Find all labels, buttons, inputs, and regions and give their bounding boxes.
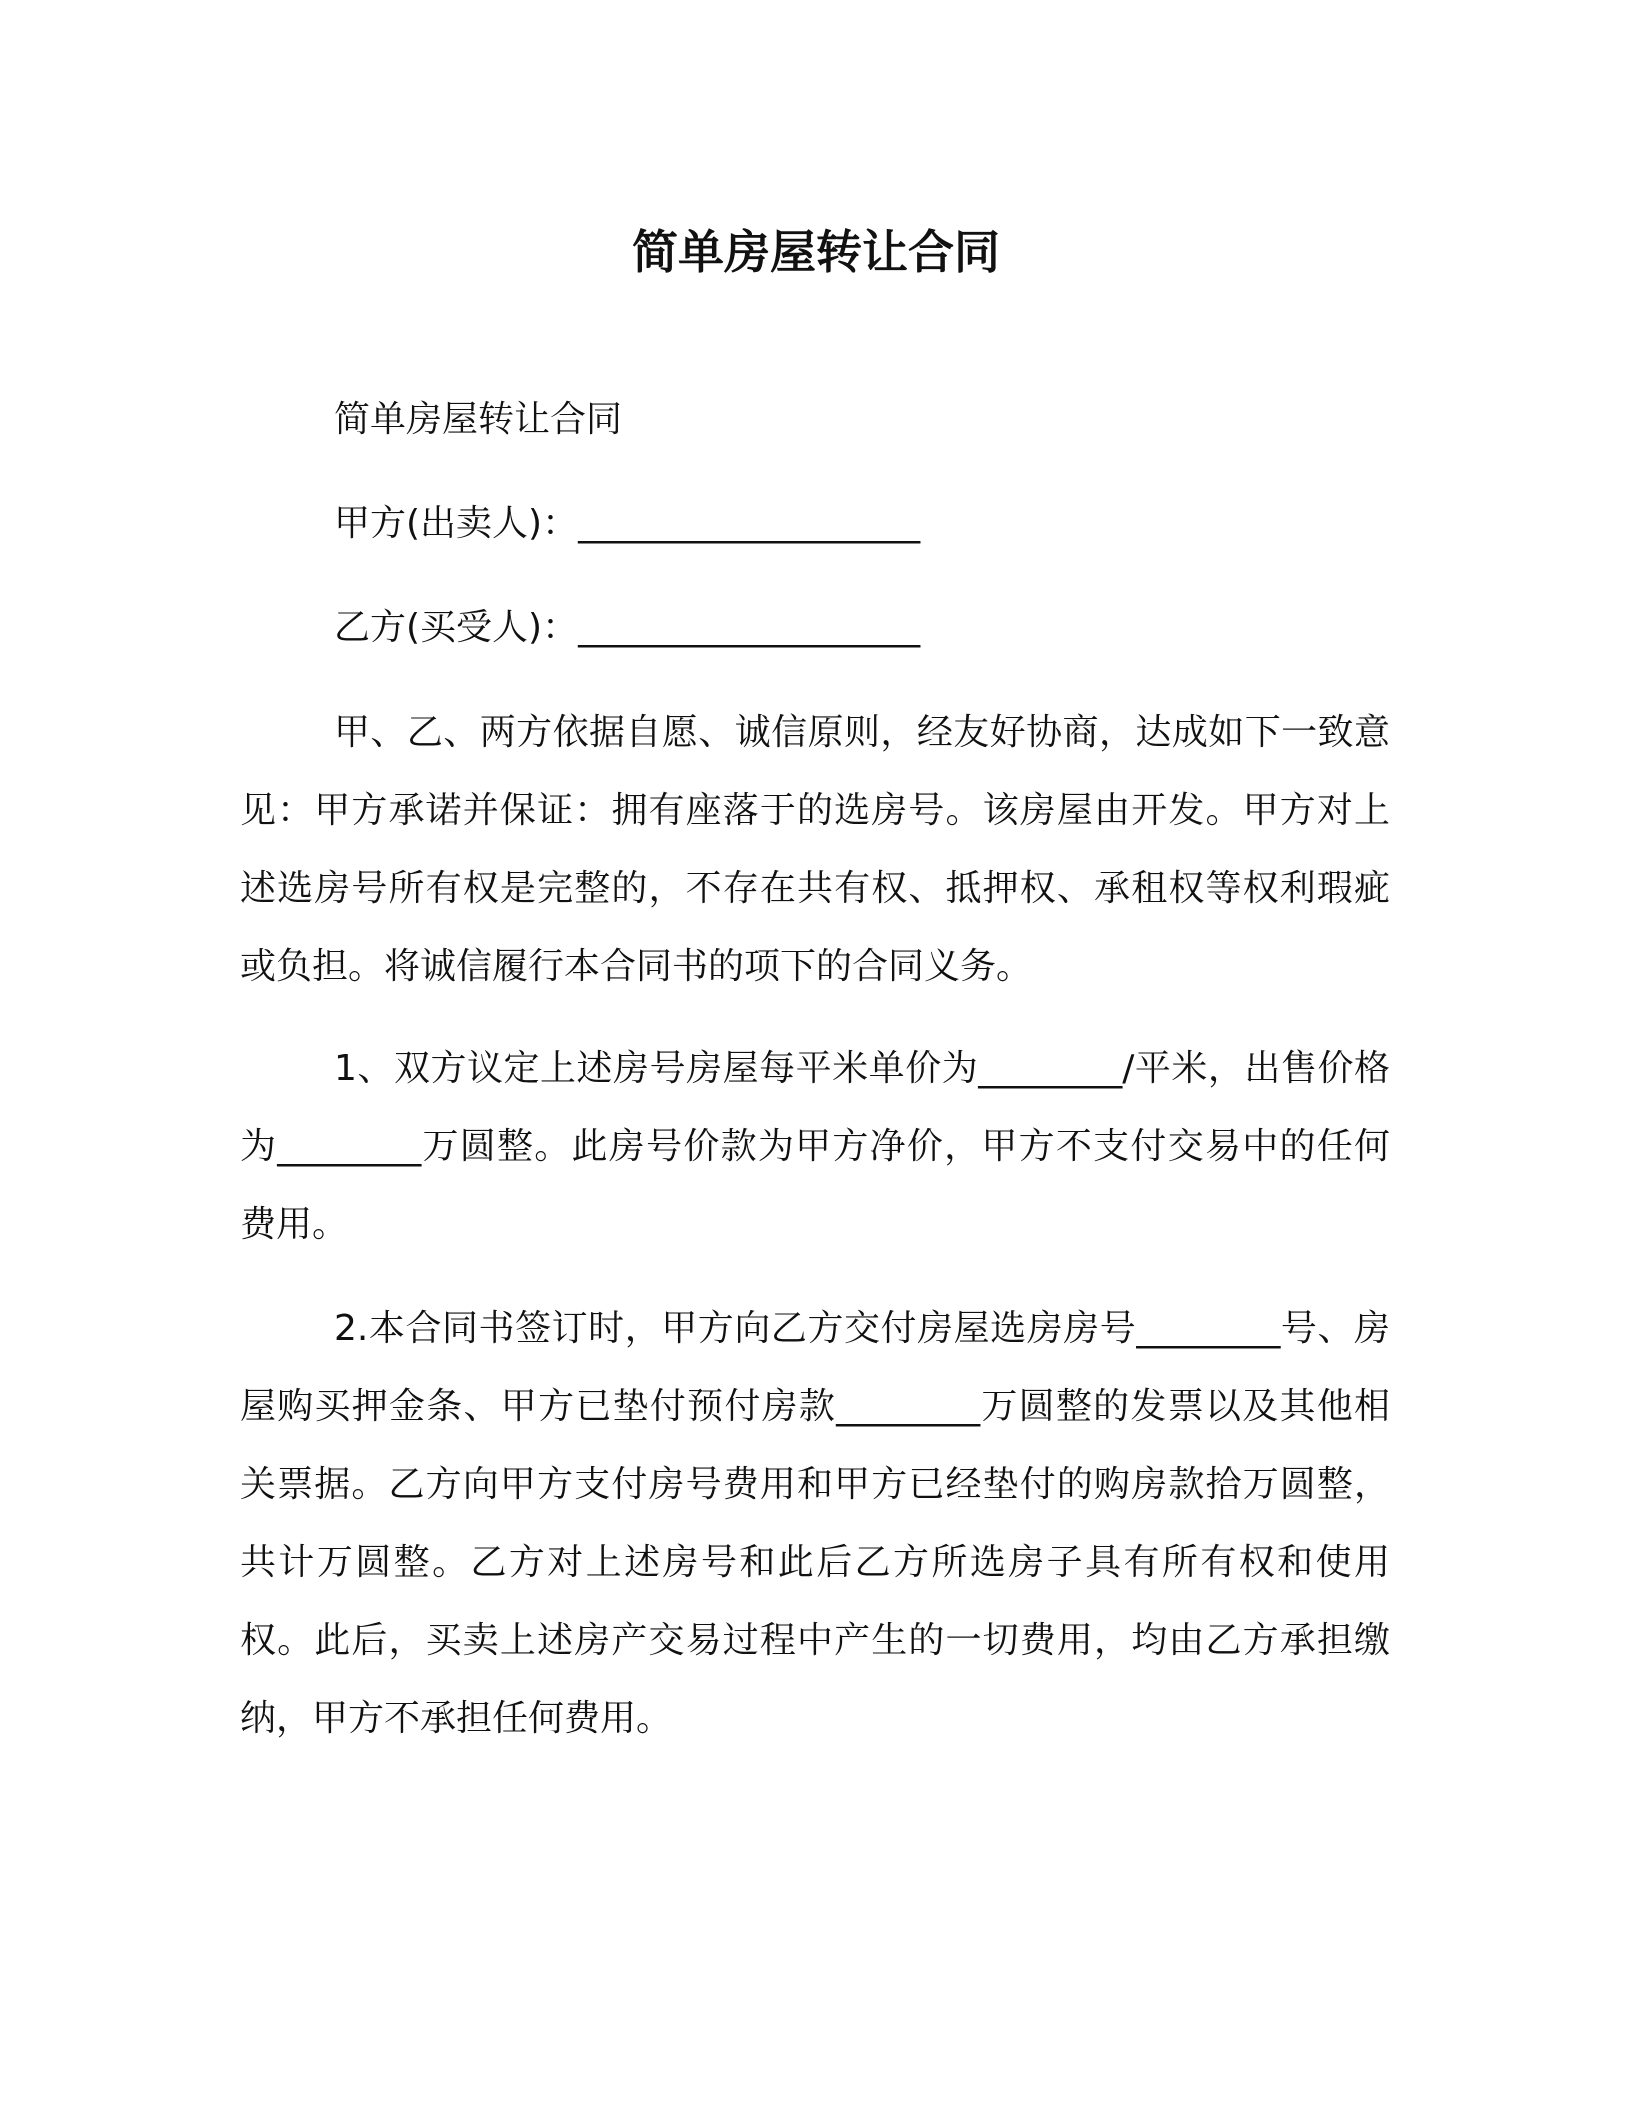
document-title: 简单房屋转让合同: [632, 225, 1000, 279]
party-a-blank: ___________________: [578, 503, 921, 544]
paragraph-clause-2: 2.本合同书签订时，甲方向乙方交付房屋选房房号________号、房屋购买押金条、甲方已垫付预付房款________万圆整的发票以及其他相关票据。乙方向甲方支付房号费用和甲方已经垫付的购房款拾万圆整，共计万圆整。乙方对上述房号和此后乙方所选房子具有所有权和使用权。此后，买卖上述房产交易过程中产生的一切费用，均由乙方承担缴纳，甲方不承担任何费用。: [240, 1308, 1390, 1739]
paragraph-clause-1: 1、双方议定上述房号房屋每平米单价为________/平米，出售价格为________万圆整。此房号价款为甲方净价，甲方不支付交易中的任何费用。: [240, 1048, 1390, 1245]
party-a-label: 甲方(出卖人)：: [334, 503, 579, 544]
party-b-line: [334, 604, 920, 652]
party-b-label: 乙方(买受人)：: [334, 607, 579, 648]
party-b-blank: ___________________: [578, 607, 921, 648]
paragraph-preamble: 甲、乙、两方依据自愿、诚信原则，经友好协商，达成如下一致意见：甲方承诺并保证：拥有座落于的选房号。该房屋由开发。甲方对上述选房号所有权是完整的，不存在共有权、抵押权、承租权等权利瑕疵或负担。将诚信履行本合同书的项下的合同义务。: [240, 712, 1390, 987]
document-subtitle: 简单房屋转让合同: [334, 399, 623, 440]
party-a-line: [334, 500, 920, 548]
